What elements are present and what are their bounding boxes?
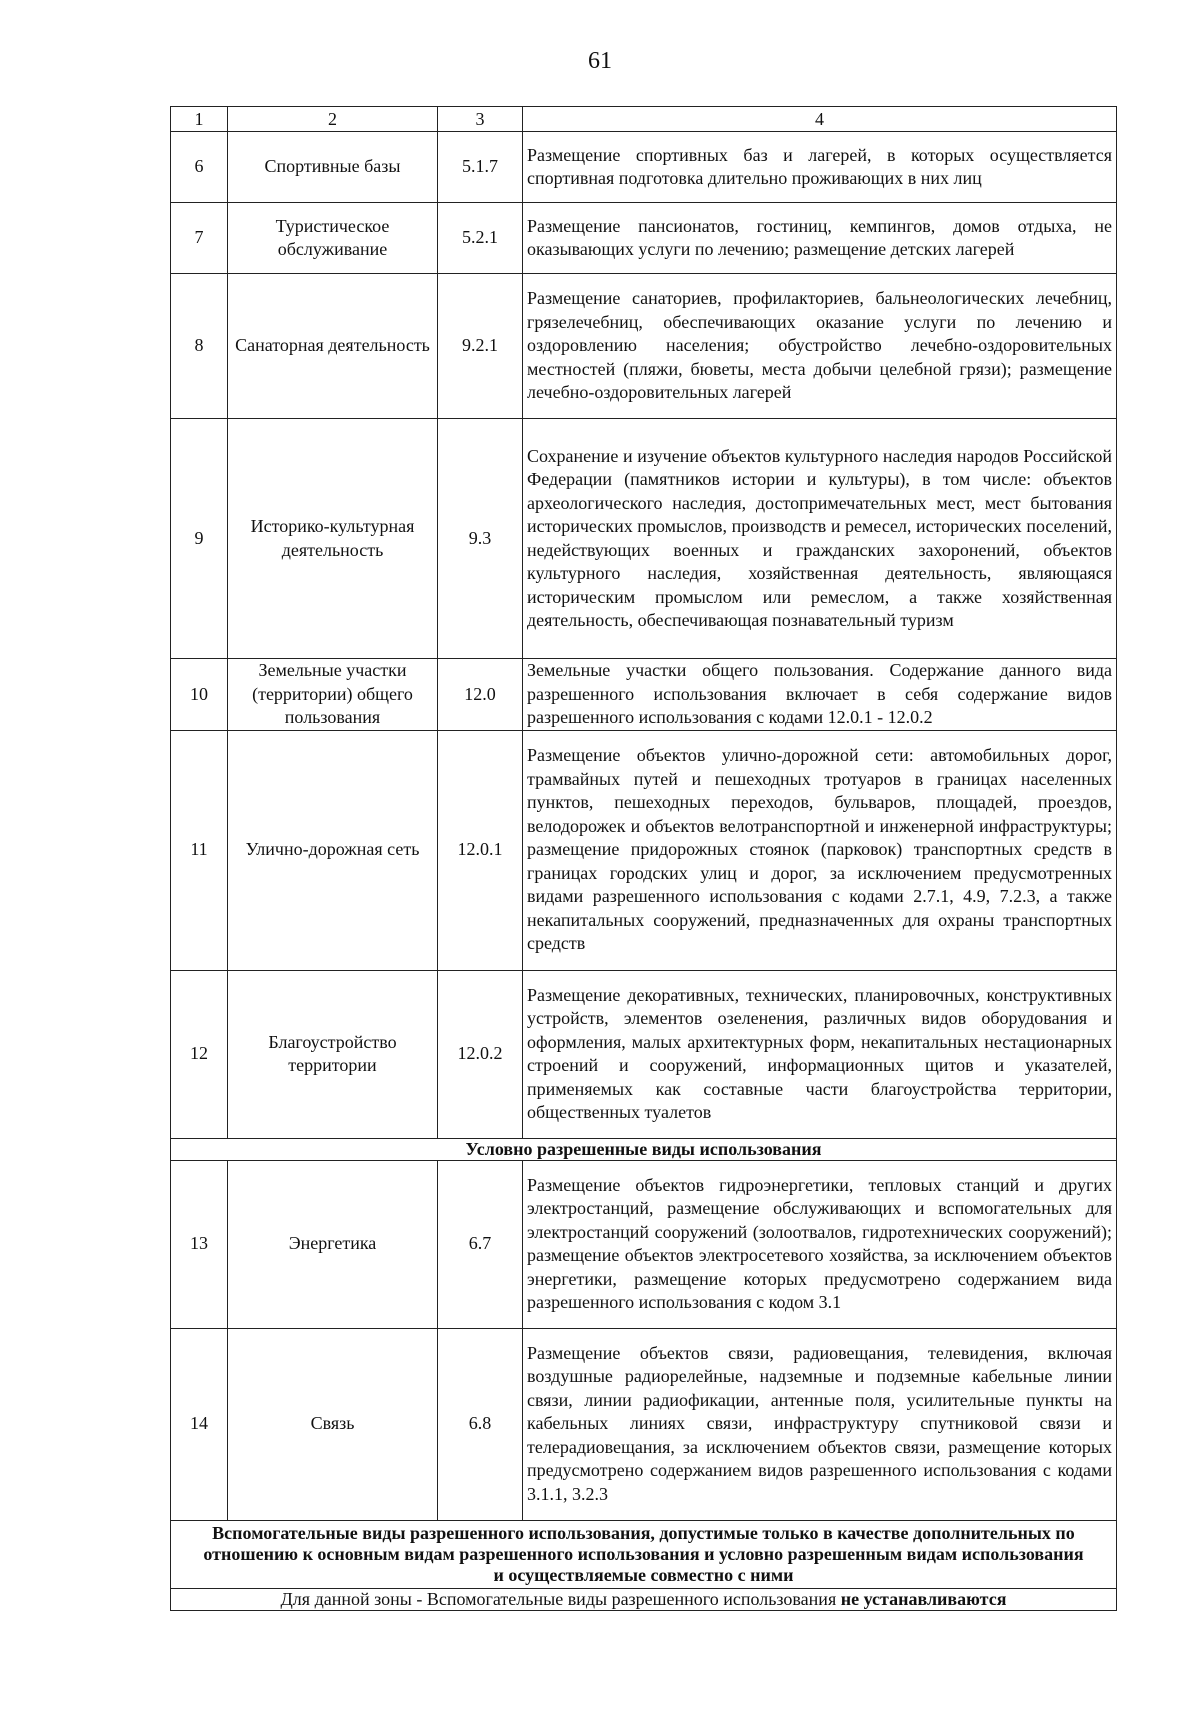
use-description: Земельные участки общего пользования. Содержание данного вида разрешенного использования включает в себя содержание видов разрешенного использования с кодами 12.0.1 - 12.0.2	[523, 659, 1117, 731]
table-row	[171, 274, 1117, 419]
use-description: Сохранение и изучение объектов культурного наследия народов Российской Федерации (памятников истории и культуры), в том числе: объектов археологического наследия, достопримечательных мест, мест бытования исторических промыслов, производств и ремесел, исторических поселений, недействующих военных и гражданских захоронений, объектов культурного наследия, хозяйственная деятельность, являющаяся историческим промыслом или ремеслом, а также хозяйственная деятельность, обеспечивающая познавательный туризм	[523, 419, 1117, 659]
use-name: Историко-культурная деятельность	[228, 419, 438, 659]
table-row	[171, 419, 1117, 659]
row-number: 8	[171, 274, 228, 419]
table-row	[171, 730, 1117, 970]
row-number: 13	[171, 1160, 228, 1328]
row-number: 11	[171, 730, 228, 970]
header-col-2: 2	[228, 107, 438, 132]
use-code: 6.7	[438, 1160, 523, 1328]
use-name: Улично-дорожная сеть	[228, 730, 438, 970]
row-number: 6	[171, 132, 228, 203]
use-name: Санаторная деятельность	[228, 274, 438, 419]
header-row	[171, 107, 1117, 132]
auxiliary-heading-row	[171, 1520, 1117, 1588]
table-row	[171, 203, 1117, 274]
auxiliary-note-row	[171, 1588, 1117, 1610]
use-description: Размещение декоративных, технических, планировочных, конструктивных устройств, элементов озеленения, различных видов оборудования и оформления, малых архитектурных форм, некапитальных нестационарных строений и сооружений, информационных щитов и указателей, применяемых как составные части благоустройства территории, общественных туалетов	[523, 970, 1117, 1138]
use-code: 9.3	[438, 419, 523, 659]
use-code: 6.8	[438, 1328, 523, 1520]
use-code: 5.1.7	[438, 132, 523, 203]
row-number: 12	[171, 970, 228, 1138]
row-number: 14	[171, 1328, 228, 1520]
header-col-4: 4	[523, 107, 1117, 132]
use-name: Земельные участки (территории) общего пользования	[228, 659, 438, 731]
use-name: Туристическое обслуживание	[228, 203, 438, 274]
use-code: 12.0.1	[438, 730, 523, 970]
auxiliary-note-emphasis: не устанавливаются	[840, 1588, 1007, 1609]
land-use-table	[170, 106, 1117, 1611]
use-code: 9.2.1	[438, 274, 523, 419]
use-name: Энергетика	[228, 1160, 438, 1328]
table-row	[171, 659, 1117, 731]
use-description: Размещение объектов улично-дорожной сети: автомобильных дорог, трамвайных путей и пешеходных тротуаров в границах населенных пунктов, пешеходных переходов, бульваров, площадей, проездов, велодорожек и объектов велотранспортной и инженерной инфраструктуры; размещение придорожных стоянок (парковок) транспортных средств в границах городских улиц и дорог, за исключением предусмотренных видами разрешенного использования с кодами 2.7.1, 4.9, 7.2.3, а также некапитальных сооружений, предназначенных для охраны транспортных средств	[523, 730, 1117, 970]
row-number: 10	[171, 659, 228, 731]
auxiliary-note-text: Для данной зоны - Вспомогательные виды разрешенного использования	[280, 1588, 837, 1609]
page-number: 61	[588, 48, 612, 74]
use-description: Размещение пансионатов, гостиниц, кемпингов, домов отдыха, не оказывающих услуги по лечению; размещение детских лагерей	[523, 203, 1117, 274]
header-col-3: 3	[438, 107, 523, 132]
use-description: Размещение объектов гидроэнергетики, тепловых станций и других электростанций, размещение обслуживающих и вспомогательных для электростанций сооружений (золоотвалов, гидротехнических сооружений); размещение объектов электросетевого хозяйства, за исключением объектов энергетики, размещение которых предусмотрено содержанием вида разрешенного использования с кодом 3.1	[523, 1160, 1117, 1328]
row-number: 9	[171, 419, 228, 659]
table-row	[171, 970, 1117, 1138]
auxiliary-note	[171, 1588, 1117, 1610]
auxiliary-uses-heading: Вспомогательные виды разрешенного использования, допустимые только в качестве дополнительных по отношению к основным видам разрешенного использования и условно разрешенным видам использования и осуществляемые совместно с ними	[171, 1520, 1117, 1588]
use-code: 12.0.2	[438, 970, 523, 1138]
use-name: Связь	[228, 1328, 438, 1520]
row-number: 7	[171, 203, 228, 274]
use-name: Спортивные базы	[228, 132, 438, 203]
use-description: Размещение объектов связи, радиовещания, телевидения, включая воздушные радиорелейные, надземные и подземные кабельные линии связи, линии радиофикации, антенные поля, усилительные пункты на кабельных линиях связи, инфраструктуру спутниковой связи и телерадиовещания, за исключением объектов связи, размещение которых предусмотрено содержанием видов разрешенного использования с кодами 3.1.1, 3.2.3	[523, 1328, 1117, 1520]
section-heading-row	[171, 1138, 1117, 1160]
header-col-1: 1	[171, 107, 228, 132]
table-row	[171, 132, 1117, 203]
conditional-uses-heading: Условно разрешенные виды использования	[171, 1138, 1117, 1160]
use-code: 5.2.1	[438, 203, 523, 274]
use-description: Размещение санаториев, профилакториев, бальнеологических лечебниц, грязелечебниц, обеспечивающих оказание услуги по лечению и оздоровлению населения; обустройство лечебно-оздоровительных местностей (пляжи, бюветы, места добычи целебной грязи); размещение лечебно-оздоровительных лагерей	[523, 274, 1117, 419]
use-name: Благоустройство территории	[228, 970, 438, 1138]
table-row	[171, 1328, 1117, 1520]
use-code: 12.0	[438, 659, 523, 731]
table-row	[171, 1160, 1117, 1328]
use-description: Размещение спортивных баз и лагерей, в которых осуществляется спортивная подготовка длительно проживающих в них лиц	[523, 132, 1117, 203]
